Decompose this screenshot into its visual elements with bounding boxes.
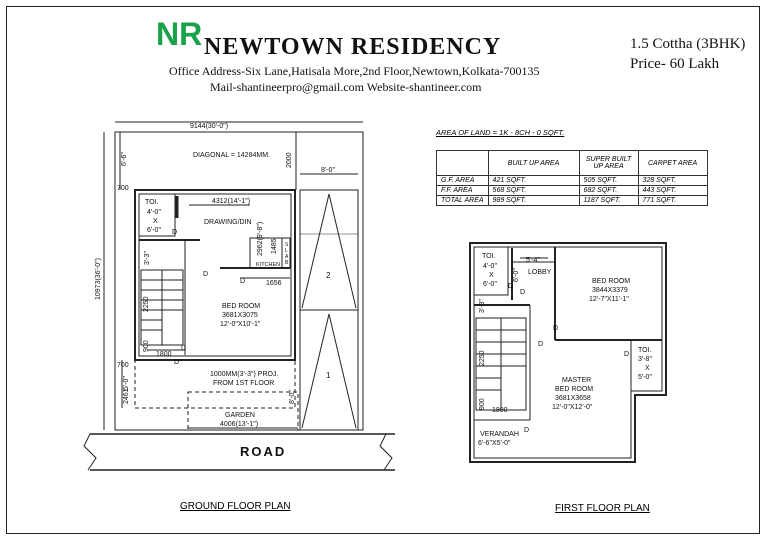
gf-drawing-label: DRAWING/DIN <box>204 219 252 226</box>
ff-bedroom-size: 12'-7"X11'-1" <box>589 296 629 303</box>
gf-slab-l: L <box>285 248 288 254</box>
gf-drawing-width: 4312(14'-1") <box>212 198 251 205</box>
ff-dim-6-0: 6'-0" <box>513 268 520 282</box>
ff-lobby-label: LOBBY <box>528 269 552 276</box>
gf-dim-700: 700 <box>117 362 129 369</box>
logo-text: NR <box>156 18 202 48</box>
price: Price- 60 Lakh <box>630 56 720 72</box>
parking-number: 1 <box>326 371 331 380</box>
first-floor-plan <box>470 243 666 462</box>
ff-dim-2250: 2250 <box>479 350 486 366</box>
door-mark: D <box>520 289 526 296</box>
gf-bedroom-size: 12'-0"X10'-1" <box>220 321 261 328</box>
gf-dim-2250: 2250 <box>143 296 150 312</box>
gf-dim-900: 900 <box>143 340 150 352</box>
gf-dim-5-0: 5'-0" <box>123 376 130 390</box>
gf-toilet-label: TOI. <box>145 199 159 206</box>
carpet-cell: 328 SQFT. <box>638 176 707 186</box>
office-address: Office Address-Six Lane,Hatisala More,2nd Floor,Newtown,Kolkata-700135 <box>169 64 540 78</box>
ff-bedroom-label: BED ROOM <box>592 278 631 285</box>
gf-garden-dim: 4006(13'-1") <box>220 421 259 428</box>
gf-toilet-x: X <box>153 218 158 225</box>
gf-kitchen-label: KITCHEN <box>256 262 281 268</box>
ff-master-dim: 3681X3658 <box>555 395 591 402</box>
first-floor-outline <box>470 243 666 462</box>
gf-garden-label: GARDEN <box>225 412 255 419</box>
gf-slab-b: B <box>285 260 289 266</box>
ff-toilet2-label: TOI. <box>638 347 652 354</box>
ff-toilet-x: X <box>489 272 494 279</box>
gf-dim-1656: 1656 <box>266 280 282 287</box>
gf-dim-3-3: 3'-3" <box>144 251 151 265</box>
gf-dim-1485: 1485 <box>271 238 278 254</box>
ff-master-label2: BED ROOM <box>555 386 594 393</box>
built-up-cell: 568 SQFT. <box>488 186 579 196</box>
door-mark: D <box>181 345 187 352</box>
built-up-cell: 421 SQFT. <box>488 176 579 186</box>
ff-toilet2-x: X <box>645 365 650 372</box>
carpet-cell: 443 SQFT. <box>638 186 707 196</box>
gf-toilet-dim: 4'-0" <box>147 209 161 216</box>
gf-dim-700: 700 <box>117 185 129 192</box>
ff-dim-3-3: 3'-3" <box>479 299 486 313</box>
super-built-up-cell: 505 SQFT. <box>579 176 638 186</box>
contact-line: Mail-shantineerpro@gmail.com Website-shantineer.com <box>210 80 482 94</box>
door-mark: D <box>538 341 544 348</box>
gf-dim-2000: 2000 <box>286 152 293 168</box>
ff-master-size: 12'-0"X12'-0" <box>552 404 593 411</box>
page-title: NEWTOWN RESIDENCY <box>204 34 502 60</box>
ff-toilet-dim: 4'-0" <box>483 263 497 270</box>
ff-master-label: MASTER <box>562 377 592 384</box>
gf-width-dim: 9144(30'-0") <box>190 123 229 130</box>
gf-dim-8-0-v: 8'-0" <box>289 390 296 404</box>
built-up-cell: 989 SQFT. <box>488 196 579 206</box>
ff-dim-1800: 1800 <box>492 407 508 414</box>
parking-slot-2 <box>302 194 356 308</box>
row-label: TOTAL AREA <box>437 196 489 206</box>
ff-toilet-label: TOI. <box>482 253 496 260</box>
gf-projection-1: 1000MM(3'-3") PROJ. <box>210 371 279 378</box>
ff-toilet-dim: 6'-0" <box>483 281 497 288</box>
ff-verandah-label: VERANDAH <box>480 431 519 438</box>
door-mark: D <box>624 351 630 358</box>
ff-verandah-dim: 6'-6"X5'-0" <box>478 440 511 447</box>
door-mark: D <box>172 229 178 236</box>
ff-toilet2-dim: 3'-8" <box>638 356 652 363</box>
gf-diagonal: DIAGONAL = 14284MM. <box>193 152 270 159</box>
carpet-cell: 771 SQFT. <box>638 196 707 206</box>
road-label: ROAD <box>240 444 287 459</box>
table-header: BUILT UP AREA <box>488 151 579 176</box>
land-area: AREA OF LAND = 1K - 8CH - 0 SQFT. <box>436 128 565 137</box>
gf-dim-2461: 2461 <box>123 388 130 404</box>
table-header: CARPET AREA <box>638 151 707 176</box>
parking-number: 2 <box>326 271 331 280</box>
gf-depth-dim: 10973(36'-0") <box>95 258 102 300</box>
ff-dim-5-4: 5'-4" <box>526 257 540 264</box>
super-built-up-cell: 1187 SQFT. <box>579 196 638 206</box>
plot-size: 1.5 Cottha (3BHK) <box>630 36 746 52</box>
ff-bedroom-dim: 3844X3379 <box>592 287 628 294</box>
super-built-up-cell: 682 SQFT. <box>579 186 638 196</box>
table-header: SUPER BUILT UP AREA <box>579 151 638 176</box>
door-mark: D <box>553 325 559 332</box>
row-label: F.F. AREA <box>437 186 489 196</box>
road-break <box>380 434 392 470</box>
row-label: G.F. AREA <box>437 176 489 186</box>
ff-toilet2-dim: 5'-0" <box>638 374 652 381</box>
door-mark: D <box>240 278 246 285</box>
gf-bedroom-label: BED ROOM <box>222 303 261 310</box>
gf-dim-1800: 1800 <box>156 351 172 358</box>
gf-dim-8-0: 8'-0" <box>321 167 335 174</box>
gf-dim-6-6: 6'-6" <box>121 152 128 166</box>
first-floor-inner <box>474 247 662 458</box>
door-mark: D <box>174 359 180 366</box>
gf-toilet-dim: 6'-0" <box>147 227 161 234</box>
gf-slab-s: S <box>285 242 289 248</box>
gf-slab-a: A <box>285 254 289 260</box>
door-mark: D <box>524 427 530 434</box>
first-floor-caption: FIRST FLOOR PLAN <box>555 503 650 514</box>
gf-dim-2962: 2962(9'-8") <box>257 221 264 256</box>
road-break <box>84 434 96 470</box>
gf-bedroom-dim: 3681X3075 <box>222 312 258 319</box>
door-mark: D <box>203 271 209 278</box>
door-mark: D <box>508 283 514 290</box>
ff-dim-900: 900 <box>479 398 486 410</box>
gf-projection-2: FROM 1ST FLOOR <box>213 380 275 387</box>
ground-floor-caption: GROUND FLOOR PLAN <box>180 501 291 512</box>
